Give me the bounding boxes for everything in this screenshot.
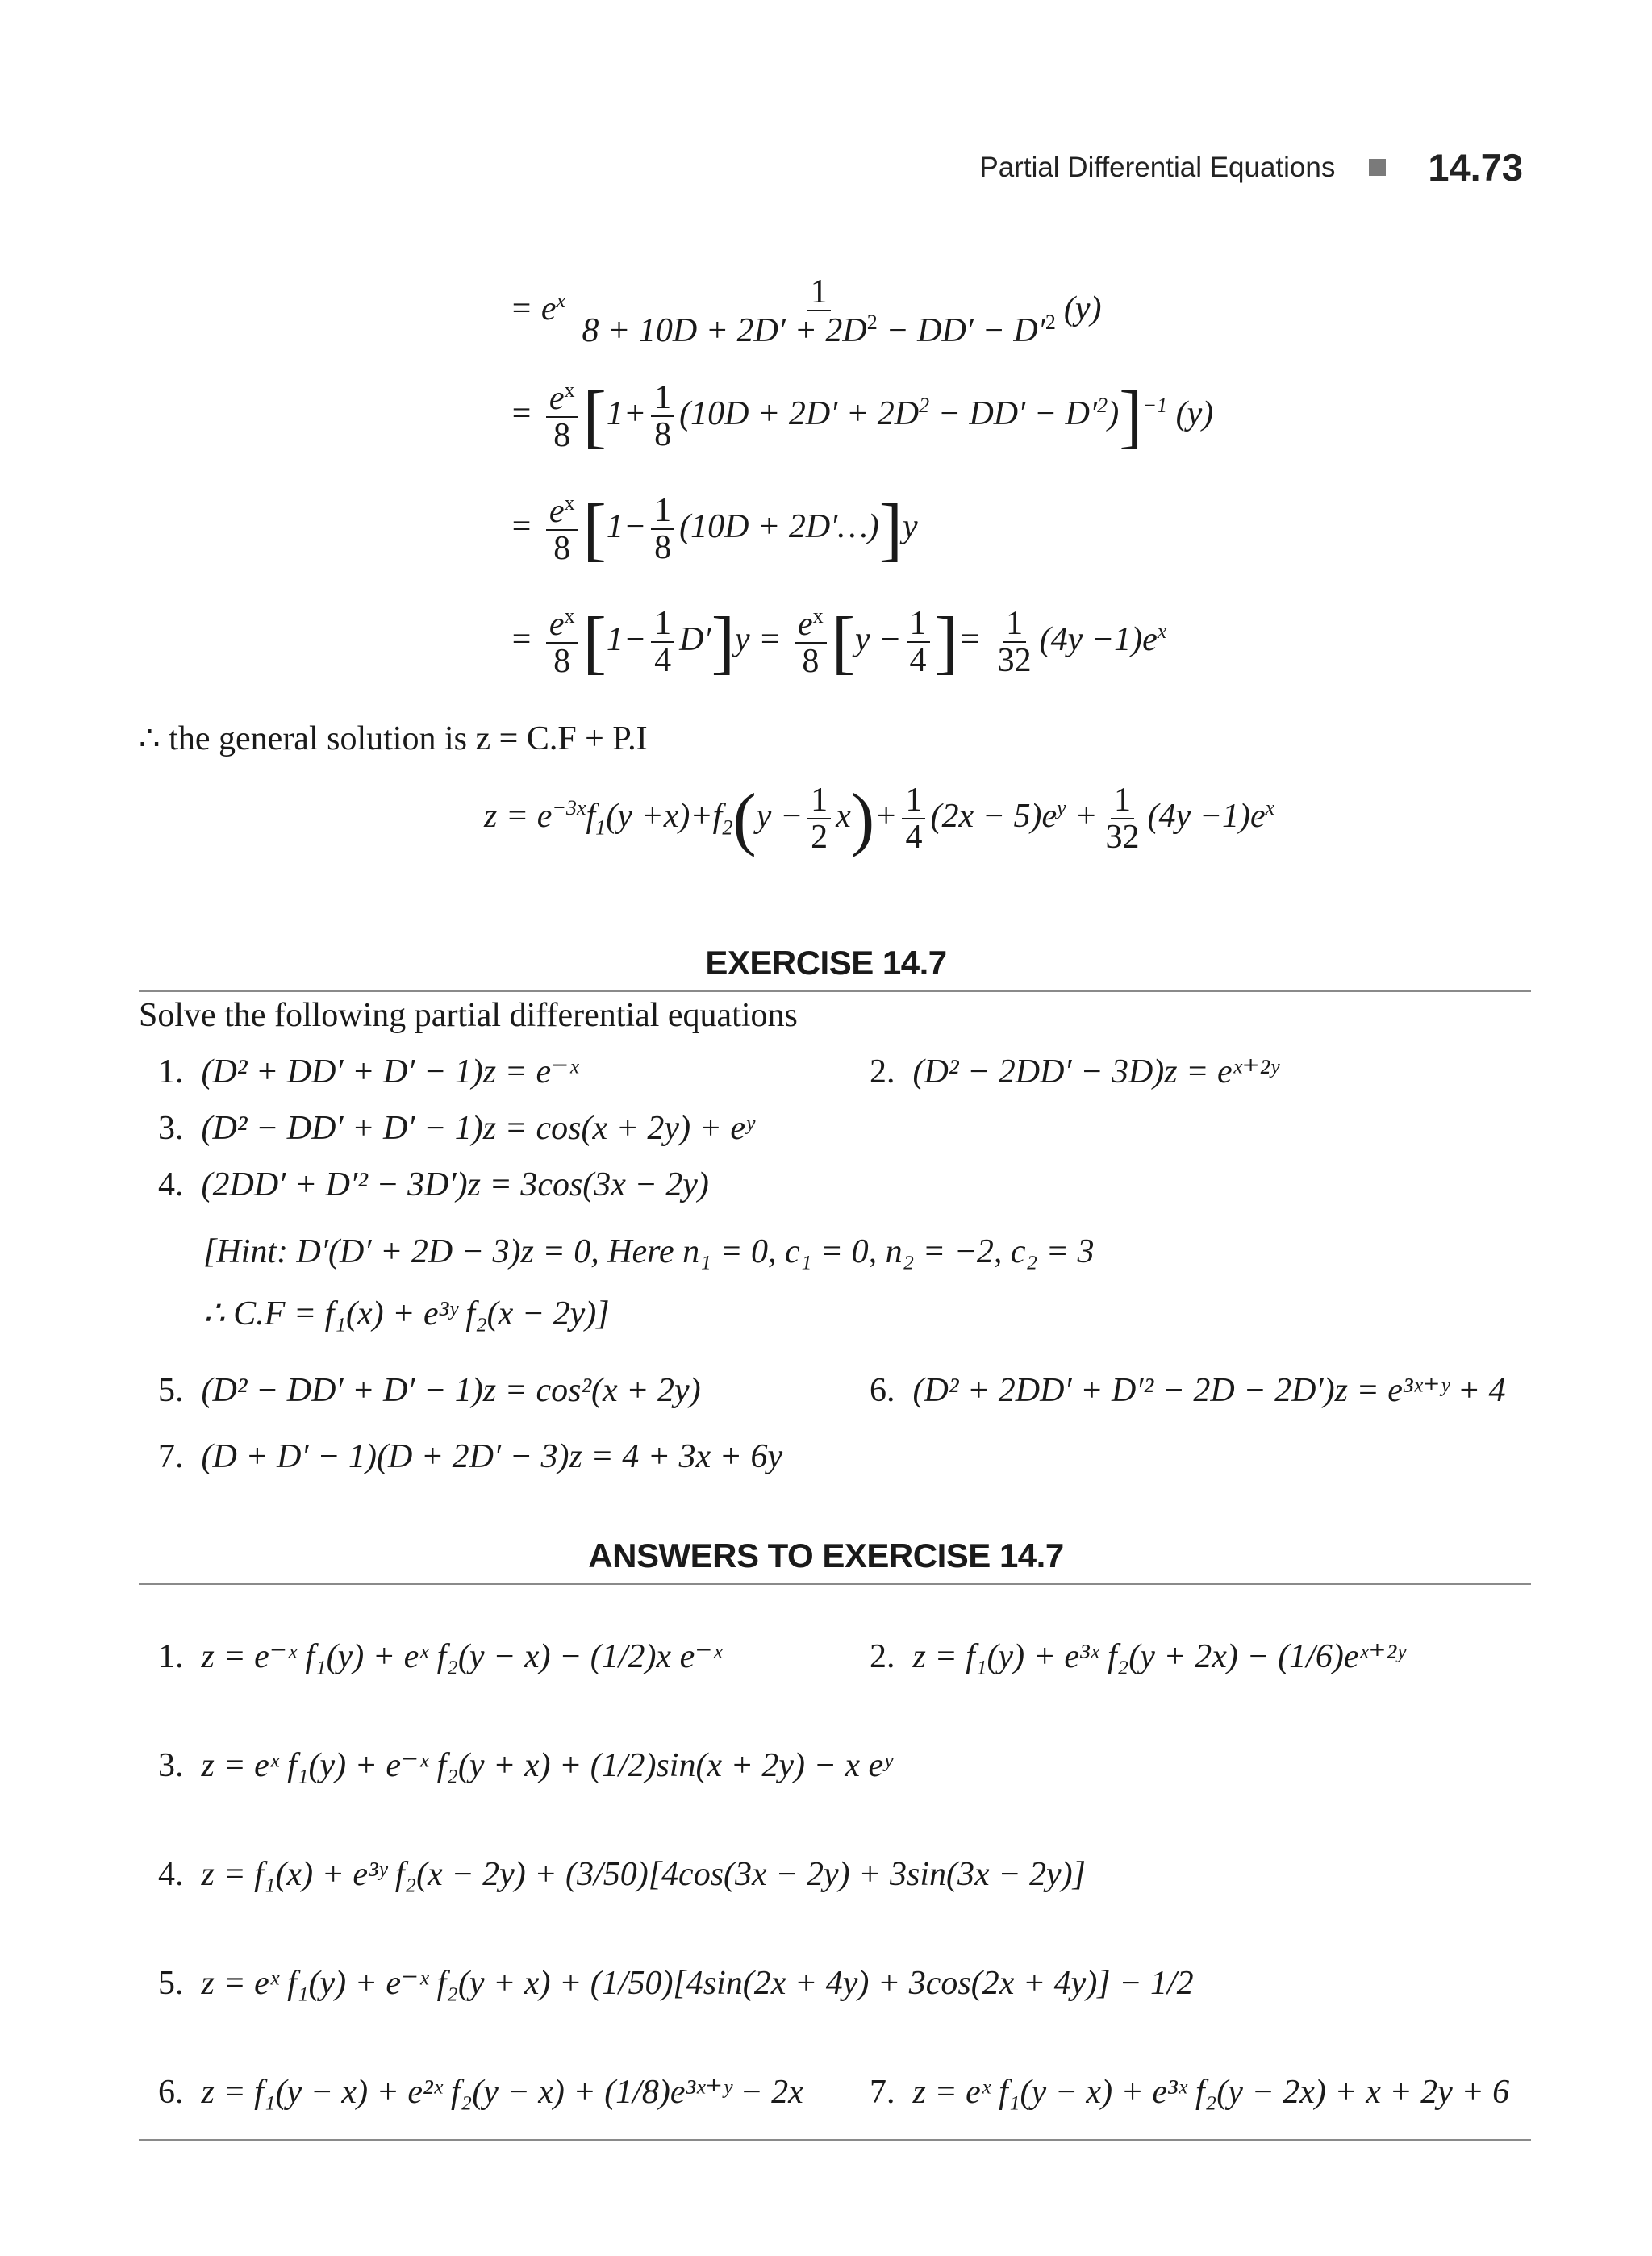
answer-item-number: 4. [158, 1856, 184, 1893]
exercise-item-number: 6. [870, 1372, 895, 1409]
answer-item-number: 3. [158, 1747, 184, 1784]
exercise-item-7 [158, 1437, 782, 1476]
answer-item-number: 2. [870, 1638, 895, 1675]
general-solution-intro [139, 718, 648, 758]
answer-item-5 [158, 1964, 1194, 2003]
exercise-item-eq: (D + D′ − 1)(D + 2D′ − 3)z = 4 + 3x + 6y [201, 1438, 783, 1475]
exercise-item-eq: (D² + 2DD′ + D′² − 2D − 2D′)z = e³ˣ⁺ʸ + 4 [912, 1372, 1506, 1409]
answer-item-number: 5. [158, 1965, 184, 2002]
page-number: 14.73 [1428, 146, 1523, 189]
exercise-item-1 [158, 1053, 578, 1091]
answers-title: ANSWERS TO EXERCISE 14.7 [588, 1537, 1064, 1574]
answer-item-number: 6. [158, 2074, 184, 2111]
exercise-item-2 [870, 1053, 1279, 1091]
exercise-item-number: 5. [158, 1372, 184, 1409]
derivation-line-1 [510, 274, 1102, 348]
general-solution-formula-text: $z = e^{-3x}f_1(y +x)+f_2(y$ − $\frac{1}{2}$ x)+ $\frac{1}{4}$ $(2x - 5)e^y$ + $\frac{1}{32}$ $(4y -1)e^x$ [484, 779, 1275, 858]
derivation-line-1-text: = $e^x$ $\frac{1}{8 + 10D + 2D' + 2D^2 - DD' - D'^2}$ (y) [510, 273, 1102, 350]
exercise-item-number: 7. [158, 1438, 184, 1475]
exercise-hint-line-2 [203, 1295, 610, 1333]
answer-item-eq: z = eˣ f₁(y) + e⁻ˣ f₂(y + x) + (1/50)[4sin(2x + 4y) + 3cos(2x + 4y)] − 1/2 [201, 1965, 1194, 2002]
hint-text: [Hint: D′(D′ + 2D − 3)z = 0, Here n₁ = 0, c₁ = 0, n₂ = −2, c₂ = 3 [203, 1233, 1095, 1270]
answer-item-6 [158, 2073, 803, 2112]
exercise-rule [139, 990, 1531, 992]
answer-item-eq: z = f₁(y − x) + e²ˣ f₂(y − x) + (1/8)e³ˣ⁺ʸ − 2x [201, 2074, 803, 2111]
exercise-intro: Solve the following partial differential equations [139, 997, 798, 1034]
exercise-item-number: 4. [158, 1166, 184, 1203]
exercise-item-3 [158, 1109, 754, 1148]
answers-rule-bottom [139, 2139, 1531, 2141]
answer-item-1 [158, 1637, 722, 1676]
derivation-line-2 [510, 377, 1214, 456]
exercise-item-4 [158, 1166, 709, 1204]
answer-item-number: 1. [158, 1638, 184, 1675]
answer-item-7 [870, 2073, 1509, 2112]
derivation-line-4 [510, 603, 1167, 682]
answer-item-number: 7. [870, 2074, 895, 2111]
exercise-item-5 [158, 1371, 701, 1410]
exercise-item-eq: (D² − 2DD′ − 3D)z = eˣ⁺²ʸ [912, 1053, 1279, 1090]
running-header [979, 145, 1523, 190]
derivation-line-4-text: = $\frac{e^x}{8}$ [1− $\frac{1}{4}$ D′]y = $\frac{e^x}{8}$ [y − $\frac{1}{4}$ ]= $\frac{1}{32}$ $(4y -1)e^x$ [510, 603, 1167, 682]
general-solution-label: z = C.F + P.I [475, 720, 648, 757]
answer-item-eq: z = e⁻ˣ f₁(y) + eˣ f₂(y − x) − (1/2)x e⁻ˣ [201, 1638, 723, 1675]
answer-item-eq: z = eˣ f₁(y − x) + e³ˣ f₂(y − 2x) + x + 2y + 6 [912, 2074, 1510, 2111]
exercise-hint-line-1 [203, 1232, 1095, 1271]
answer-item-2 [870, 1637, 1405, 1676]
answer-item-3 [158, 1746, 892, 1785]
header-square-marker [1369, 159, 1386, 176]
exercise-title: EXERCISE 14.7 [705, 944, 947, 982]
hint-text: ∴ C.F = f₁(x) + e³ʸ f₂(x − 2y)] [203, 1295, 610, 1332]
derivation-line-2-text: = $\frac{e^x}{8}$ [1+ $\frac{1}{8}$ $(10D + 2D' + 2D^2 - DD' - D'^2)]^{-1}$ (y) [510, 377, 1214, 456]
answer-item-eq: z = f₁(x) + e³ʸ f₂(x − 2y) + (3/50)[4cos(3x − 2y) + 3sin(3x − 2y)] [201, 1856, 1086, 1893]
exercise-item-6 [870, 1371, 1506, 1410]
exercise-item-eq: (D² + DD′ + D′ − 1)z = e⁻ˣ [201, 1053, 579, 1090]
exercise-item-eq: (D² − DD′ + D′ − 1)z = cos(x + 2y) + eʸ [201, 1110, 754, 1147]
header-title: Partial Differential Equations [979, 151, 1336, 183]
exercise-item-eq: (D² − DD′ + D′ − 1)z = cos²(x + 2y) [201, 1372, 701, 1409]
derivation-line-3 [510, 490, 918, 569]
exercise-item-number: 1. [158, 1053, 184, 1090]
answer-item-4 [158, 1855, 1086, 1894]
general-solution-prefix: ∴ the general solution is [139, 720, 467, 757]
derivation-line-3-text: = $\frac{e^x}{8}$ [1− $\frac{1}{8}$ (10D + 2D′…)]y [510, 490, 918, 569]
exercise-item-eq: (2DD′ + D′² − 3D′)z = 3cos(3x − 2y) [201, 1166, 709, 1203]
exercise-item-number: 2. [870, 1053, 895, 1090]
exercise-item-number: 3. [158, 1110, 184, 1147]
general-solution-formula [484, 779, 1275, 858]
answers-rule-top [139, 1583, 1531, 1585]
answer-item-eq: z = f₁(y) + e³ˣ f₂(y + 2x) − (1/6)eˣ⁺²ʸ [912, 1638, 1405, 1675]
answer-item-eq: z = eˣ f₁(y) + e⁻ˣ f₂(y + x) + (1/2)sin(x + 2y) − x eʸ [201, 1747, 892, 1784]
